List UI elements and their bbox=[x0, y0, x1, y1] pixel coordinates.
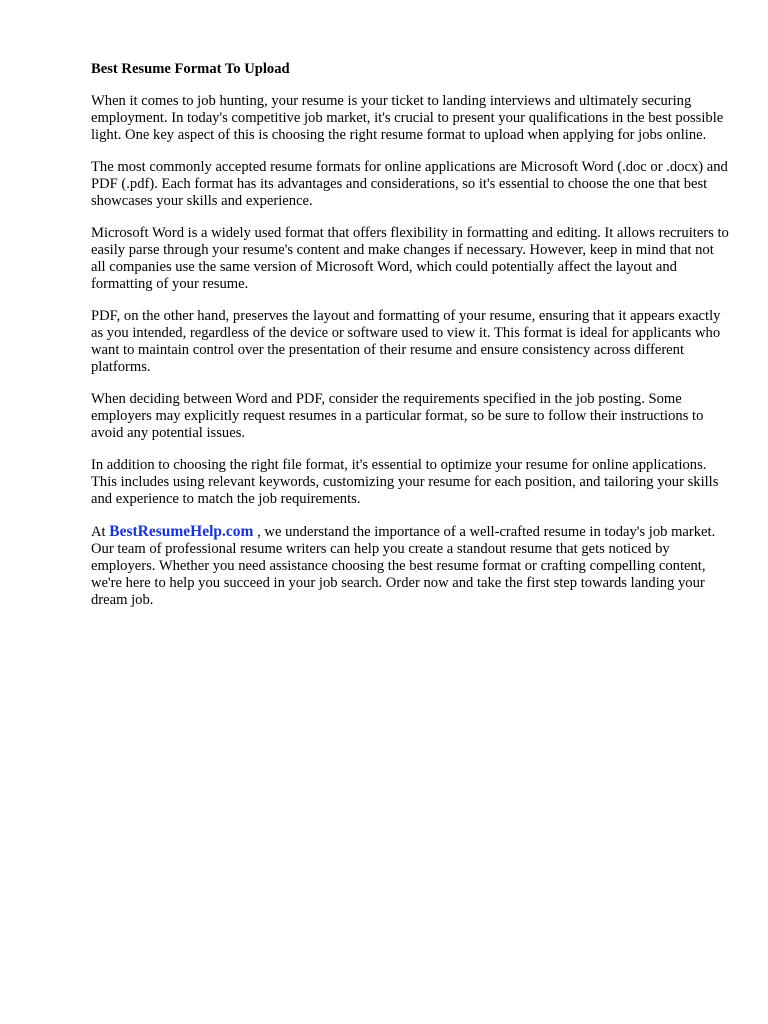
paragraph-deciding: When deciding between Word and PDF, consider the requirements specified in the job posting. Some employers may explicitly request resumes in a particular format, so be sure to follow their instructions to avoid any potential issues. bbox=[91, 391, 704, 441]
best-resume-help-link[interactable]: BestResumeHelp.com bbox=[109, 523, 254, 540]
document-title: Best Resume Format To Upload bbox=[91, 61, 290, 77]
document-page bbox=[91, 61, 731, 624]
paragraph-optimize: In addition to choosing the right file format, it's essential to optimize your resume for online applications. This includes using relevant keywords, customizing your resume for each position, and tailoring your skills and experience to match the job requirements. bbox=[91, 457, 719, 507]
closing-text: , we understand the importance of a well-crafted resume in today's job market. Our team of professional resume writers can help you create a standout resume that gets noticed by employers. Whether you need assistance choosing the best resume format or crafting compelling content, we're here to help you succeed in your job search. Order now and take the first step towards landing your dream job. bbox=[91, 524, 716, 608]
paragraph-formats: The most commonly accepted resume formats for online applications are Microsoft Word (.doc or .docx) and PDF (.pdf). Each format has its advantages and considerations, so it's essential to choose the one that best showcases your skills and experience. bbox=[91, 159, 728, 209]
paragraph-pdf: PDF, on the other hand, preserves the layout and formatting of your resume, ensuring that it appears exactly as you intended, regardless of the device or software used to view it. This format is ideal for applicants who want to maintain control over the presentation of their resume and ensure consistency across different platforms. bbox=[91, 308, 721, 375]
paragraph-word: Microsoft Word is a widely used format that offers flexibility in formatting and editing. It allows recruiters to easily parse through your resume's content and make changes if necessary. However, keep in mind that not all companies use the same version of Microsoft Word, which could potentially affect the layout and formatting of your resume. bbox=[91, 225, 729, 292]
paragraph-closing bbox=[91, 523, 731, 609]
paragraph-intro: When it comes to job hunting, your resume is your ticket to landing interviews and ultimately securing employment. In today's competitive job market, it's crucial to present your qualifications in the best possible light. One key aspect of this is choosing the right resume format to upload when applying for jobs online. bbox=[91, 93, 724, 143]
closing-prefix: At bbox=[91, 524, 110, 540]
